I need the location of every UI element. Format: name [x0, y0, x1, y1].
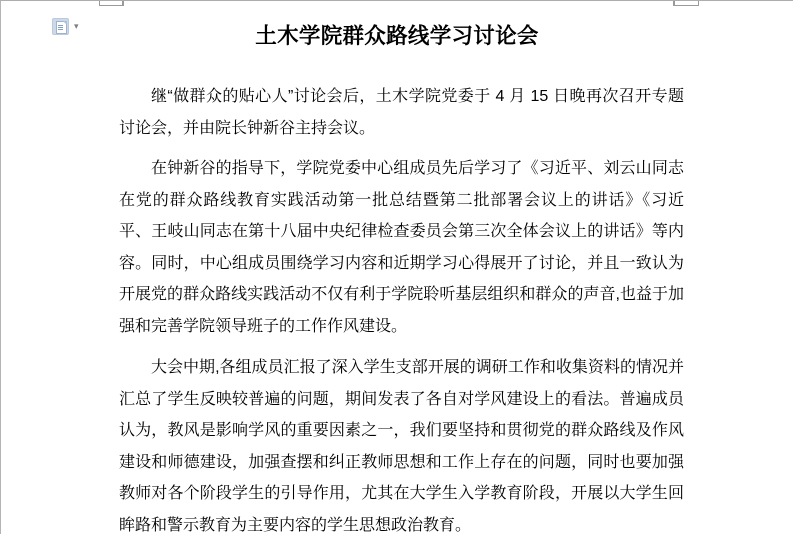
document-title[interactable]: 土木学院群众路线学习讨论会: [255, 24, 539, 48]
paragraph-3[interactable]: 大会中期,各组成员汇报了深入学生支部开展的调研工作和收集资料的情况并汇总了学生反映较普遍的问题，期间发表了各自对学风建设上的看法。普遍成员认为，教风是影响学风的重要因素之一，我们要坚持和贯彻党的群众路线及作风建设和师德建设，加强查摆和纠正教师思想和工作上存在的问题，同时也要加强教师对各个阶段学生的引导作用，尤其在大学生入学教育阶段，开展以大学生回眸路和警示教育为主要内容的学生思想政治教育。: [119, 359, 684, 534]
chevron-down-icon[interactable]: ▾: [74, 21, 79, 31]
paragraph-2[interactable]: 在钟新谷的指导下，学院党委中心组成员先后学习了《习近平、刘云山同志在党的群众路线教育实践活动第一批总结暨第二批部署会议上的讲话》《习近平、王岐山同志在第十八届中央纪律检查委员会第三次全体会议上的讲话》等内容。同时，中心组成员围绕学习内容和近期学习心得展开了讨论，并且一致认为开展党的群众路线实践活动不仅有利于学院聆听基层组织和群众的声音,也益于加强和完善学院领导班子的工作作风建设。: [119, 160, 684, 335]
top-margin-marker-left: [99, 1, 124, 6]
document-body[interactable]: [119, 81, 684, 541]
paragraph-1[interactable]: 继“做群众的贴心人”讨论会后，土木学院党委于 4 月 15 日晚再次召开专题讨论会，并由院长钟新谷主持会议。: [119, 88, 684, 137]
top-margin-marker-right: [673, 1, 699, 6]
